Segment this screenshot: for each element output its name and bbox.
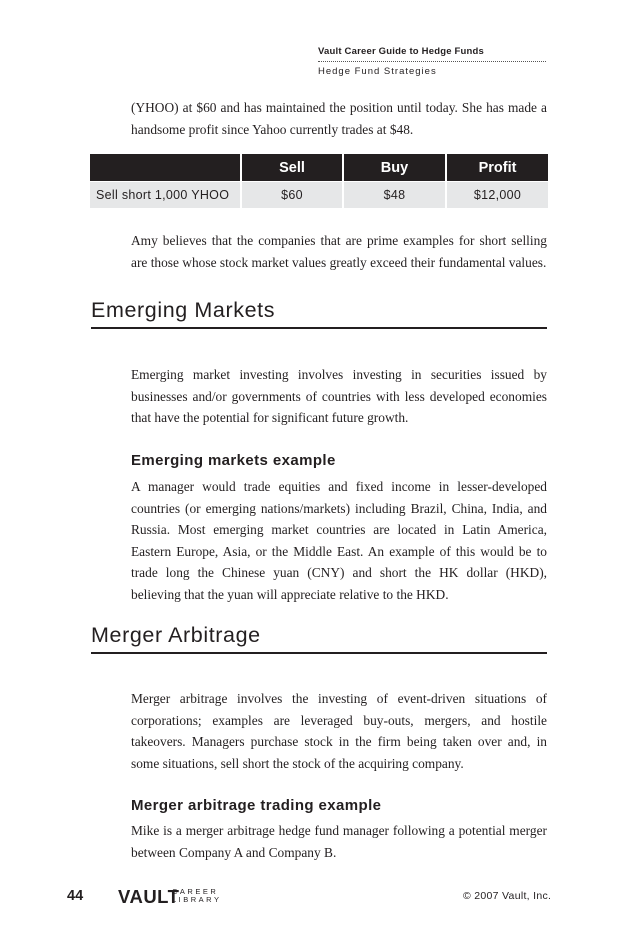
merger-arbitrage-paragraph: Merger arbitrage involves the investing of event-driven situations of corporations; examples are leveraged buy-outs, mergers, and hostile takeovers. Managers purchase stock in the firm being taken over and, in some situations, sell short the stock of the acquiring company. bbox=[131, 691, 547, 771]
merger-arbitrage-example-heading: Merger arbitrage trading example bbox=[131, 797, 382, 814]
table-header-buy: Buy bbox=[344, 154, 445, 181]
table-cell-profit: $12,000 bbox=[447, 181, 548, 208]
table-header-profit: Profit bbox=[447, 154, 548, 181]
emerging-markets-paragraph: Emerging market investing involves investing in securities issued by businesses and/or governments of countries with less developed economies that have the potential for significant future growth. bbox=[131, 367, 547, 425]
merger-arbitrage-heading: Merger Arbitrage bbox=[91, 621, 547, 654]
logo-career-text: CAREER bbox=[172, 887, 219, 896]
trade-table bbox=[88, 154, 550, 208]
merger-arbitrage-example-paragraph: Mike is a merger arbitrage hedge fund manager following a potential merger between Company A and Company B. bbox=[131, 823, 547, 860]
table-header-row bbox=[90, 154, 548, 181]
table-row bbox=[90, 181, 548, 208]
section-title: Hedge Fund Strategies bbox=[318, 66, 437, 77]
page-number: 44 bbox=[67, 888, 84, 904]
emerging-markets-example-heading: Emerging markets example bbox=[131, 452, 336, 469]
table-cell-sell: $60 bbox=[242, 181, 342, 208]
page-footer bbox=[0, 886, 638, 910]
book-title: Vault Career Guide to Hedge Funds bbox=[318, 46, 485, 57]
emerging-markets-heading: Emerging Markets bbox=[91, 296, 547, 329]
header-divider bbox=[318, 61, 546, 62]
intro-paragraph: (YHOO) at $60 and has maintained the position until today. She has made a handsome profit since Yahoo currently trades at $48. bbox=[131, 100, 547, 137]
copyright-notice: © 2007 Vault, Inc. bbox=[463, 890, 552, 902]
vault-logo: VAULT bbox=[118, 886, 180, 907]
table-cell-position: Sell short 1,000 YHOO bbox=[90, 181, 240, 208]
running-header bbox=[318, 46, 547, 78]
career-library-wordmark bbox=[172, 888, 221, 904]
table-cell-buy: $48 bbox=[344, 181, 445, 208]
table-header-blank bbox=[90, 154, 240, 181]
emerging-markets-example-paragraph: A manager would trade equities and fixed income in lesser-developed countries (or emerging nations/markets) including Brazil, China, India, and Russia. Most emerging market countries are located in Latin America, Eastern Europe, Asia, or the Middle East. An example of this would be to trade long the Chinese yuan (CNY) and short the HK dollar (HKD), believing that the yuan will appreciate relative to the HKD. bbox=[131, 479, 547, 602]
logo-library-text: LIBRARY bbox=[172, 895, 222, 904]
short-selling-conclusion: Amy believes that the companies that are prime examples for short selling are those whose stock market values greatly exceed their fundamental values. bbox=[131, 233, 547, 270]
table-header-sell: Sell bbox=[242, 154, 342, 181]
